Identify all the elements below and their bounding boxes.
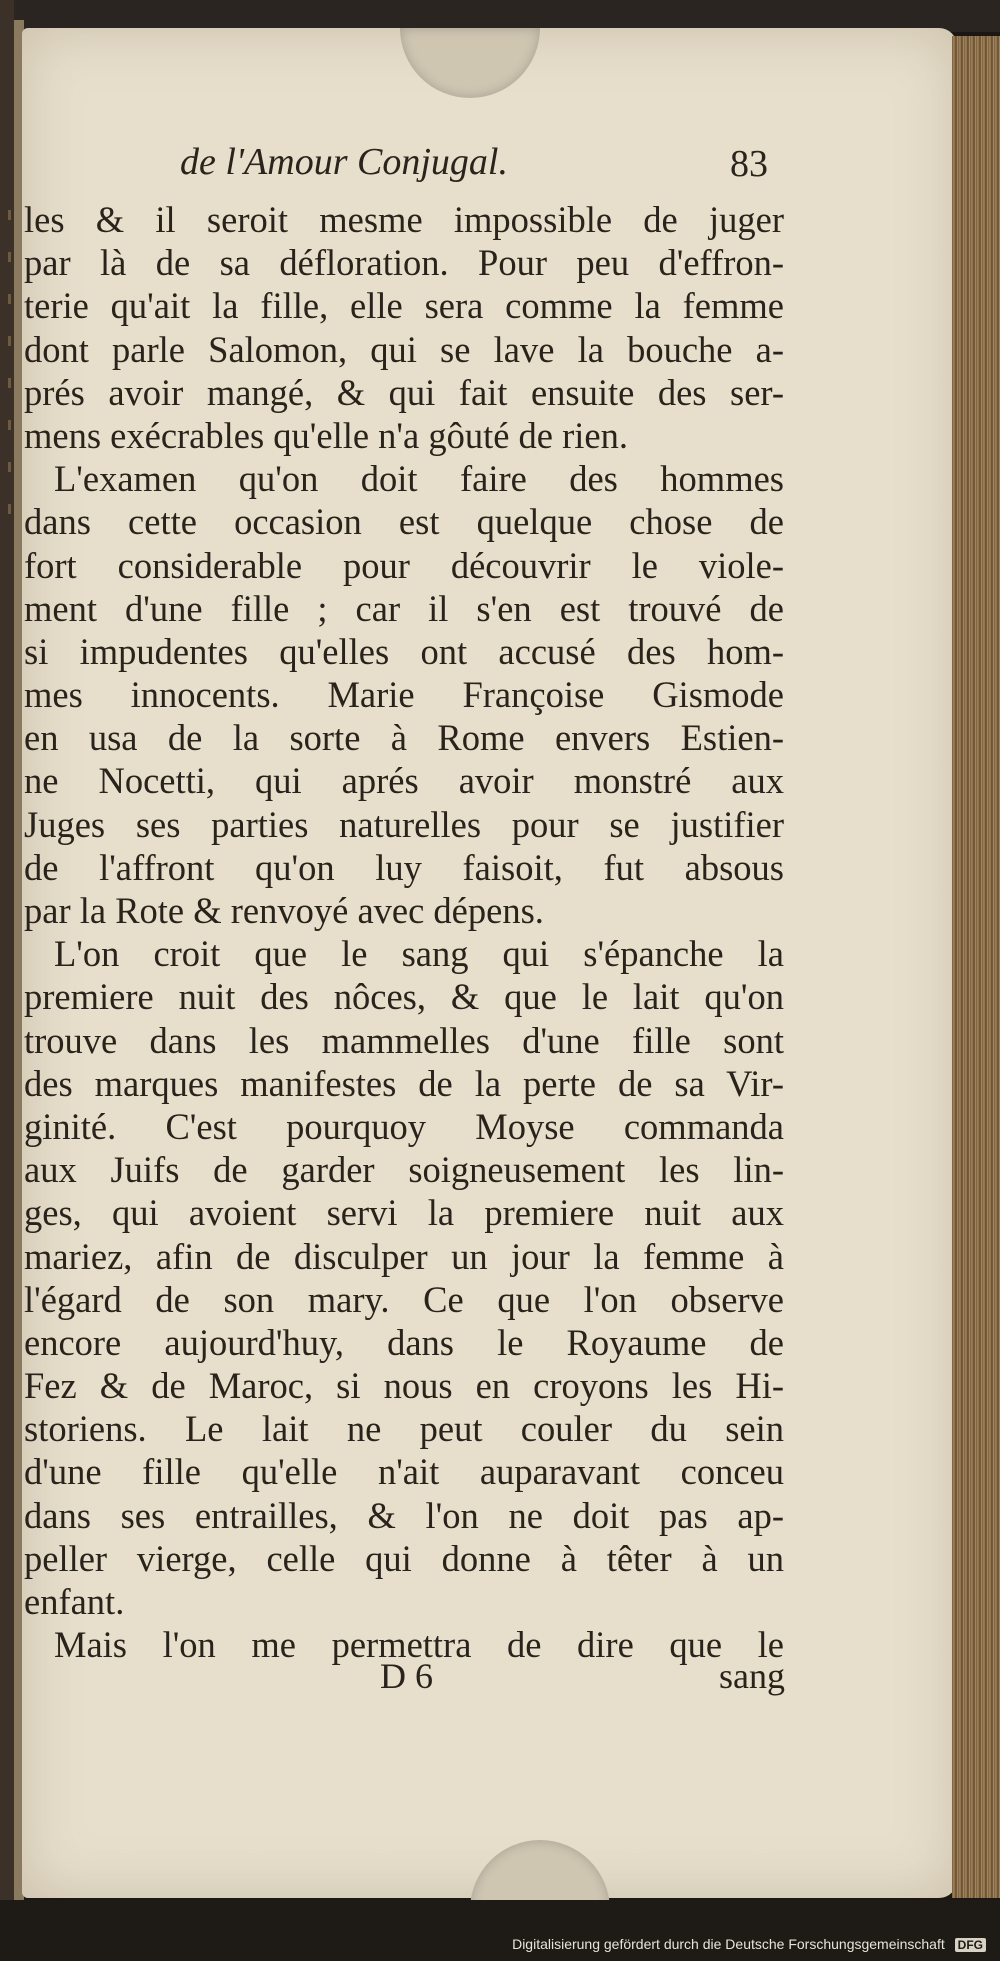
text-line: L'examen qu'on doit faire des hommes [54, 458, 784, 500]
text-line: Fez & de Maroc, si nous en croyons les Hi- [24, 1365, 784, 1407]
text-line: par la Rote & renvoyé avec dépens. [24, 890, 544, 931]
text-line: peller vierge, celle qui donne à têter à un [24, 1537, 784, 1579]
running-head: de l'Amour Conjugal. [180, 141, 508, 183]
margin-mark [8, 252, 11, 262]
signature-mark: D 6 [380, 1656, 433, 1696]
text-line: les & il seroit mesme impossible de juger [24, 199, 784, 240]
text-line: fort considerable pour découvrir le viole- [24, 544, 784, 586]
margin-mark [8, 336, 11, 346]
text-line: si impudentes qu'elles ont accusé des hom- [24, 630, 784, 672]
text-line: dont parle Salomon, qui se lave la bouche a- [24, 328, 784, 370]
margin-mark [8, 378, 11, 388]
margin-mark [8, 504, 11, 514]
text-line: mens exécrables qu'elle n'a gôuté de rien. [24, 414, 628, 456]
body-text [24, 198, 784, 1666]
text-line: Juges ses parties naturelles pour se justifier [24, 803, 784, 845]
text-line: dans ses entrailles, & l'on ne doit pas ap- [24, 1494, 784, 1536]
margin-mark [8, 462, 11, 472]
text-line: de l'affront qu'on luy faisoit, fut absous [24, 846, 784, 888]
text-line: l'égard de son mary. Ce que l'on observe [24, 1278, 784, 1320]
text-line: trouve dans les mammelles d'une fille sont [24, 1019, 784, 1061]
catchword: sang [719, 1656, 785, 1696]
text-line: d'une fille qu'elle n'ait auparavant conceu [24, 1451, 784, 1493]
margin-mark [8, 210, 11, 220]
text-line: Mais l'on me permettra de dire que le [54, 1624, 784, 1666]
page-fore-edge [952, 36, 1000, 1898]
text-line: mes innocents. Marie Françoise Gismode [24, 674, 784, 716]
text-line: L'on croit que le sang qui s'épanche la [54, 933, 784, 975]
text-line: storiens. Le lait ne peut couler du sein [24, 1408, 784, 1450]
text-line: terie qu'ait la fille, elle sera comme la femme [24, 285, 784, 327]
text-line: par là de sa défloration. Pour peu d'effron- [24, 242, 784, 284]
text-line: aux Juifs de garder soigneusement les lin- [24, 1149, 784, 1191]
credit-text: Digitalisierung gefördert durch die Deutsche Forschungsgemeinschaft [512, 1936, 945, 1952]
margin-mark [8, 294, 11, 304]
dfg-logo: DFG [955, 1938, 986, 1952]
text-line: enfant. [24, 1581, 125, 1622]
text-line: premiere nuit des nôces, & que le lait qu'on [24, 976, 784, 1018]
text-line: des marques manifestes de la perte de sa Vir- [24, 1062, 784, 1104]
digitization-credit [512, 1936, 986, 1952]
margin-mark [8, 420, 11, 430]
text-line: dans cette occasion est quelque chose de [24, 501, 784, 543]
text-line: mariez, afin de disculper un jour la femme à [24, 1235, 784, 1277]
text-line: ges, qui avoient servi la premiere nuit aux [24, 1192, 784, 1234]
text-line: ne Nocetti, qui aprés avoir monstré aux [24, 760, 784, 802]
page-foot [380, 1655, 785, 1705]
text-line: ginité. C'est pourquoy Moyse commanda [24, 1105, 784, 1147]
margin-marks [4, 210, 18, 630]
text-line: ment d'une fille ; car il s'en est trouvé de [24, 587, 784, 629]
text-line: prés avoir mangé, & qui fait ensuite des ser- [24, 371, 784, 413]
text-line: en usa de la sorte à Rome envers Estien- [24, 717, 784, 759]
page-number: 83 [730, 143, 768, 185]
text-line: encore aujourd'huy, dans le Royaume de [24, 1321, 784, 1363]
